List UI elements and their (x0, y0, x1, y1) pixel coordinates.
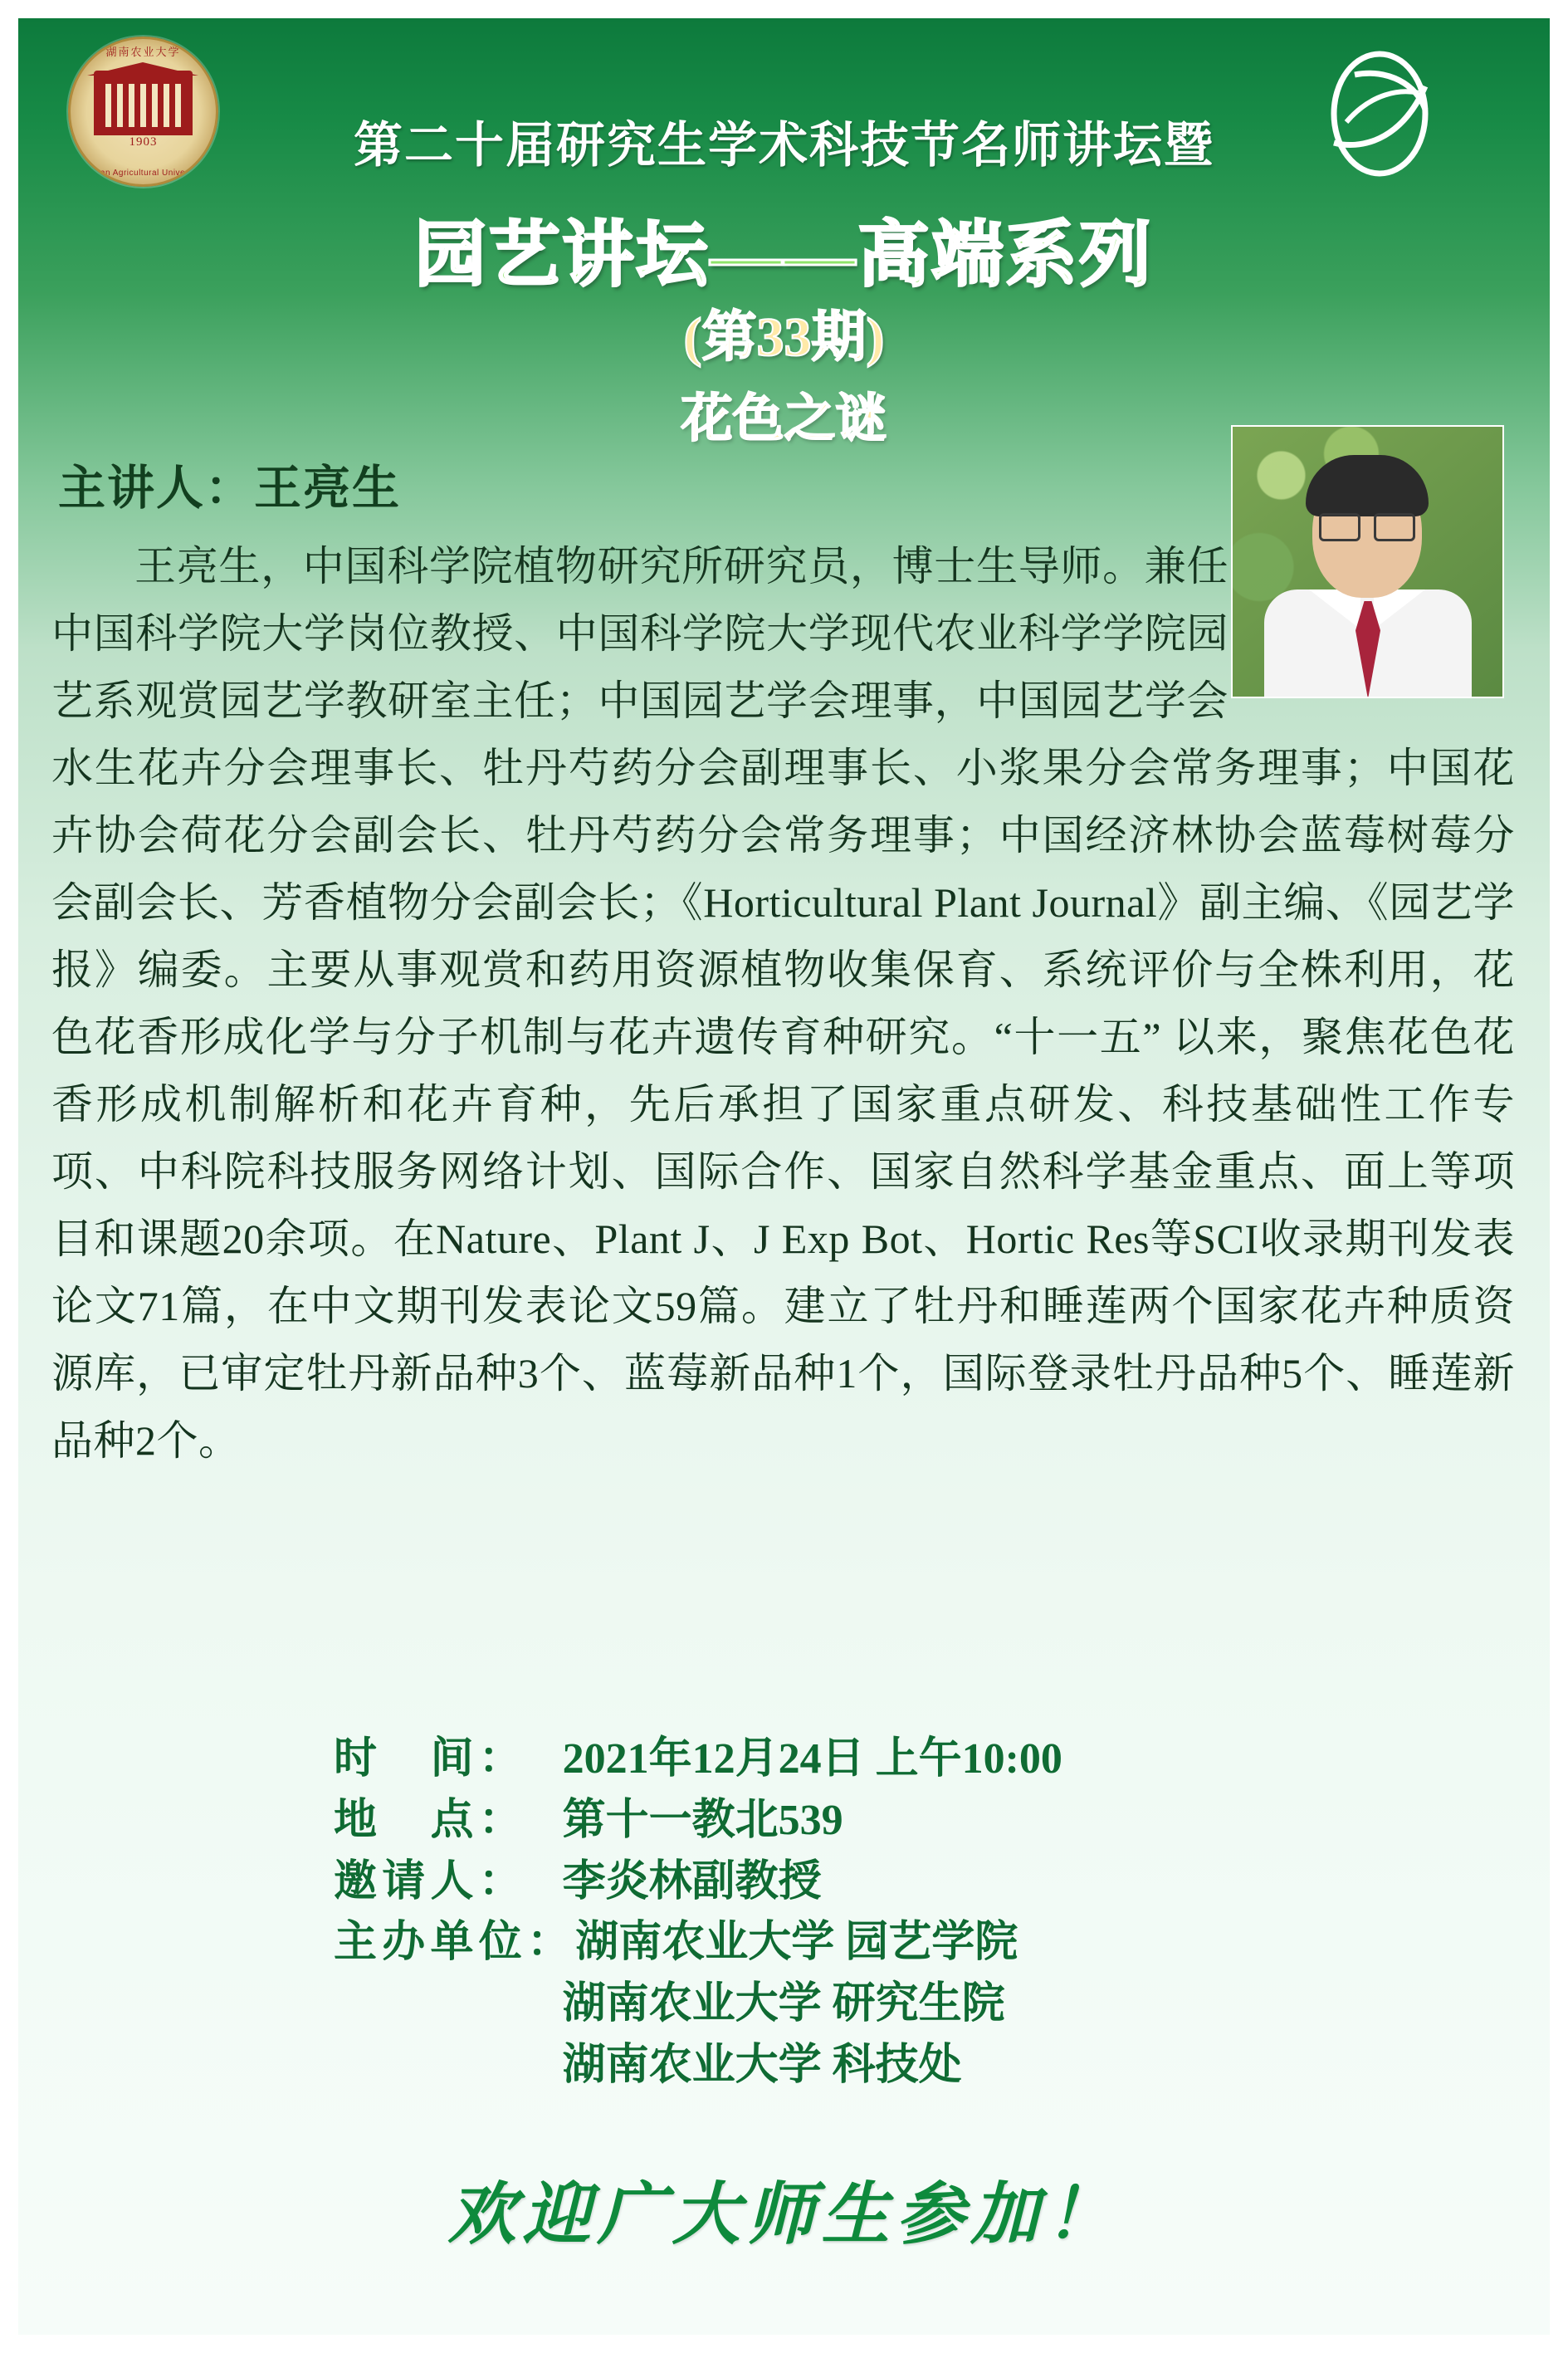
logo-name-en: Hunan Agricultural University (84, 169, 203, 178)
detail-label-organizer: 主办单位： (334, 1919, 576, 1967)
detail-row-organizer-1 (334, 1912, 1062, 1974)
event-series-line: 第二十届研究生学术科技节名师讲坛暨 (353, 118, 1214, 173)
talk-subtitle: 花色之谜 (681, 391, 887, 448)
issue-number: (第33期) (683, 307, 885, 368)
bio-portrait-spacer (1229, 533, 1515, 712)
detail-value-organizer-1: 湖南农业大学 园艺学院 (575, 1919, 1018, 1967)
detail-row-organizer-2 (334, 1974, 1062, 2035)
detail-row-host (334, 1852, 1062, 1913)
detail-label-time: 时 间： (334, 1735, 527, 1783)
welcome-message: 欢迎广大师生参加！ (447, 2177, 1121, 2253)
speaker-bio (51, 533, 1515, 1475)
page-title: 园艺讲坛——高端系列 (414, 215, 1154, 295)
detail-label-place: 地 点： (334, 1796, 527, 1844)
poster-header (18, 18, 1550, 458)
event-details (334, 1729, 1062, 2096)
detail-value-organizer-3: 湖南农业大学 科技处 (562, 2042, 962, 2090)
detail-value-host: 李炎林副教授 (562, 1857, 822, 1905)
logo-name-cn: 湖南农业大学 (105, 46, 181, 58)
detail-row-time (334, 1729, 1062, 1790)
detail-label-host: 邀请人： (334, 1857, 527, 1905)
detail-value-place: 第十一教北539 (562, 1796, 843, 1844)
speaker-label: 主讲人：王亮生 (58, 462, 401, 515)
detail-row-organizer-3 (334, 2035, 1062, 2096)
logo-year: 1903 (129, 135, 158, 149)
bio-text: 王亮生，中国科学院植物研究所研究员，博士生导师。兼任中国科学院大学岗位教授、中国科学院大学现代农业科学学院园艺系观赏园艺学教研室主任；中国园艺学会理事，中国园艺学会水生花卉分会理事长、牡丹芍药分会副理事长、小浆果分会常务理事；中国花卉协会荷花分会副会长、牡丹芍药分会常务理事；中国经济林协会蓝莓树莓分会副会长、芳香植物分会副会长；《Horticultural Plant Journal》副主编、《园艺学报》编委。主要从事观赏和药用资源植物收集保育、系统评价与全株利用，花色花香形成化学与分子机制与花卉遗传育种研究。“十一五” 以来，聚焦花色花香形成机制解析和花卉育种，先后承担了国家重点研发、科技基础性工作专项、中科院科技服务网络计划、国际合作、国家自然科学基金重点、面上等项目和课题20余项。在Nature、Plant J、J Exp Bot、Hortic Res等SCI收录期刊发表论文71篇，在中文期刊发表论文59篇。建立了牡丹和睡莲两个国家花卉种质资源库，已审定牡丹新品种3个、蓝莓新品种1个，国际登录牡丹品种5个、睡莲新品种2个。 (51, 543, 1515, 1464)
detail-row-place (334, 1790, 1062, 1852)
detail-value-time: 2021年12月24日 上午10:00 (562, 1735, 1062, 1783)
poster-body (18, 18, 1550, 2335)
detail-value-organizer-2: 湖南农业大学 研究生院 (562, 1980, 1005, 2028)
